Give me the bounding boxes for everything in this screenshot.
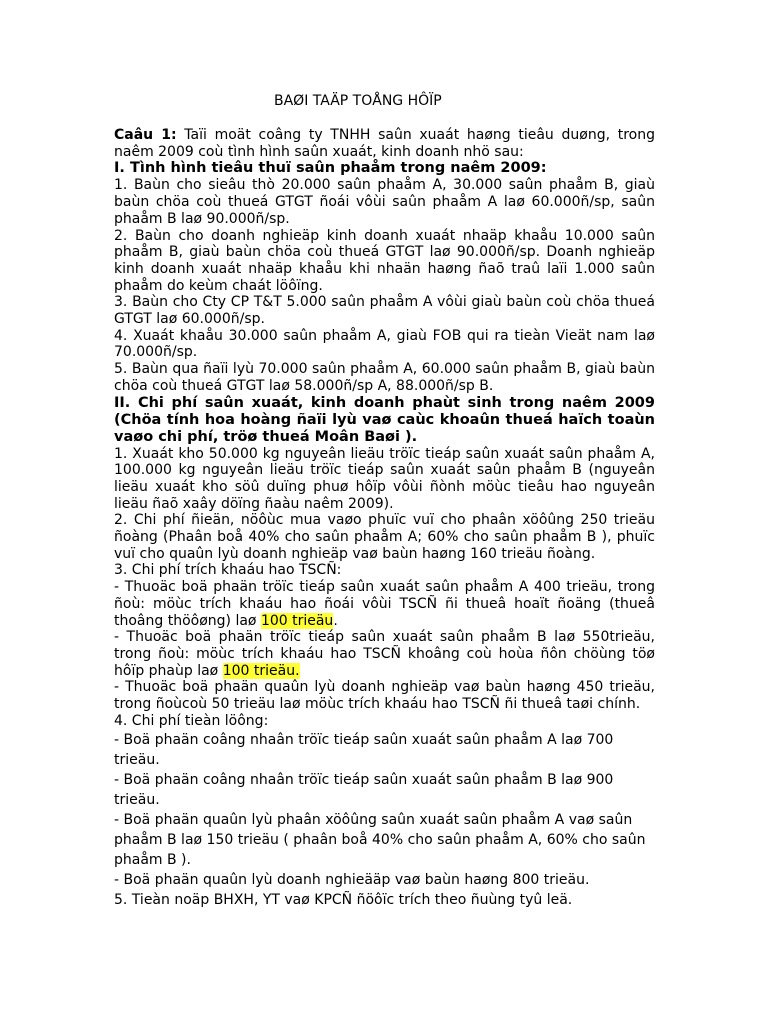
section-2-item-5: 5. Tieàn noäp BHXH, YT vaø KPCÑ ñöôïc trích theo ñuùng tyû leä. <box>114 891 573 908</box>
section-2-item-1: 1. Xuaát kho 50.000 kg nguyeân lieäu tröïc tieáp saûn xuaát saûn phaåm A, 100.000 kg nguyeân lieäu tröïc tieáp saûn xuaát saûn phaåm B (nguyeân lieäu xuaát kho söû duïng phuø hôïp vôùi ñònh möùc tieâu hao nguyeân lieäu ñaõ xaây döïng ñaàu naêm 2009). <box>114 445 655 512</box>
section-1-item-2: 2. Baùn cho doanh nghieäp kinh doanh xuaát nhaäp khaåu 10.000 saûn phaåm B, giaù baùn chöa coù thueá GTGT laø 90.000ñ/sp. Doanh nghieäp kinh doanh xuaát nhaäp khaåu khi nhaän haøng ñaõ traû laïi 1.000 saûn phaåm do keùm chaát löôïng. <box>114 227 655 294</box>
item-3-b-highlight: 100 trieäu. <box>222 662 300 679</box>
item-3-a-end: . <box>333 612 338 629</box>
item-3-a-highlight: 100 trieäu <box>260 612 334 629</box>
section-1-item-5: 5. Baùn qua ñaïi lyù 70.000 saûn phaåm A, 60.000 saûn phaåm B, giaù baùn chöa coù thueá GTGT laø 58.000ñ/sp A, 88.000ñ/sp B. <box>114 361 655 394</box>
question-text: Taïi moät coâng ty TNHH saûn xuaát haøng tieâu duøng, trong naêm 2009 coù tình hình saûn xuaát, kinh doanh nhö sau: <box>114 127 655 160</box>
section-1-heading: I. Tình hình tieâu thuï saûn phaåm trong naêm 2009: <box>114 160 547 177</box>
item-3-a-text: - Thuoäc boä phaän tröïc tieáp saûn xuaát saûn phaåm A 400 trieäu, trong ñoù: möùc trích khaáu hao ñoái vôùi TSCÑ ñi thueâ hoaït ñoäng (thueâ thoâng thöôøng) laø <box>114 579 655 629</box>
section-2-item-3-a <box>114 579 655 629</box>
section-1-item-3: 3. Baùn cho Cty CP T&T 5.000 saûn phaåm A vôùi giaù baùn coù chöa thueá GTGT laø 60.000ñ/sp. <box>114 294 655 328</box>
section-1-item-4: 4. Xuaát khaåu 30.000 saûn phaåm A, giaù FOB qui ra tieàn Vieät nam laø 70.000ñ/sp. <box>114 327 655 361</box>
item-4-line-3: - Boä phaän quaûn lyù phaân xöôûng saûn xuaát saûn phaåm A vaø saûn phaåm B laø 150 trieäu ( phaân boå 40% cho saûn phaåm A, 60% cho saûn phaåm B ). <box>114 811 646 868</box>
item-4-line-1: - Boä phaän coâng nhaân tröïc tieáp saûn xuaát saûn phaåm A laø 700 trieäu. <box>114 731 614 768</box>
document-title: BAØI TAÄP TOÅNG HÔÏP <box>274 93 442 109</box>
section-2-item-2: 2. Chi phí ñieän, nöôùc mua vaøo phuïc vuï cho phaân xöôûng 250 trieäu ñoàng (Phaân boå 40% cho saûn phaåm A; 60% cho saûn phaåm B ), phuïc vuï cho quaûn lyù doanh nghieäp vaø baùn haøng 160 trieäu ñoàng. <box>114 512 655 562</box>
document-page <box>114 91 655 910</box>
question-label: Caâu 1: <box>114 127 177 143</box>
item-4-line-2: - Boä phaän coâng nhaân tröïc tieáp saûn xuaát saûn phaåm B laø 900 trieäu. <box>114 771 614 808</box>
item-3-b-text: - Thuoäc boä phaän tröïc tieáp saûn xuaát saûn phaåm B laø 550trieäu, trong ñoù: möùc trích khaáu hao TSCÑ khoâng coù hoùa ñôn chöùng töø hôïp phaùp laø <box>114 629 655 679</box>
section-2-item-3-title: 3. Chi phí trích khaáu hao TSCÑ: <box>114 562 342 579</box>
question-paragraph <box>114 127 655 160</box>
section-2-item-3-c: - Thuoäc boä phaän quaûn lyù doanh nghieäp vaø baùn haøng 450 trieäu, trong ñoùcoù 50 trieäu laø möùc trích khaáu hao TSCÑ ñi thueâ taøi chính. <box>114 679 655 713</box>
item-4-line-4: - Boä phaän quaûn lyù doanh nghieääp vaø baùn haøng 800 trieäu. <box>114 871 590 888</box>
section-1-item-1: 1. Baùn cho sieâu thò 20.000 saûn phaåm A, 30.000 saûn phaåm B, giaù baùn chöa coù thueá GTGT ñoái vôùi saûn phaåm A laø 60.000ñ/sp, saûn phaåm B laø 90.000ñ/sp. <box>114 177 655 227</box>
section-2-item-4-title: 4. Chi phí tieàn löông: <box>114 712 269 729</box>
section-2-item-3-b <box>114 629 655 679</box>
section-2-heading: II. Chi phí saûn xuaát, kinh doanh phaùt sinh trong naêm 2009 (Chöa tính hoa hoàng ñaïi lyù vaø caùc khoaûn thueá haïch toaùn vaøo chi phí, tröø thueá Moân Baøi ). <box>114 394 655 445</box>
